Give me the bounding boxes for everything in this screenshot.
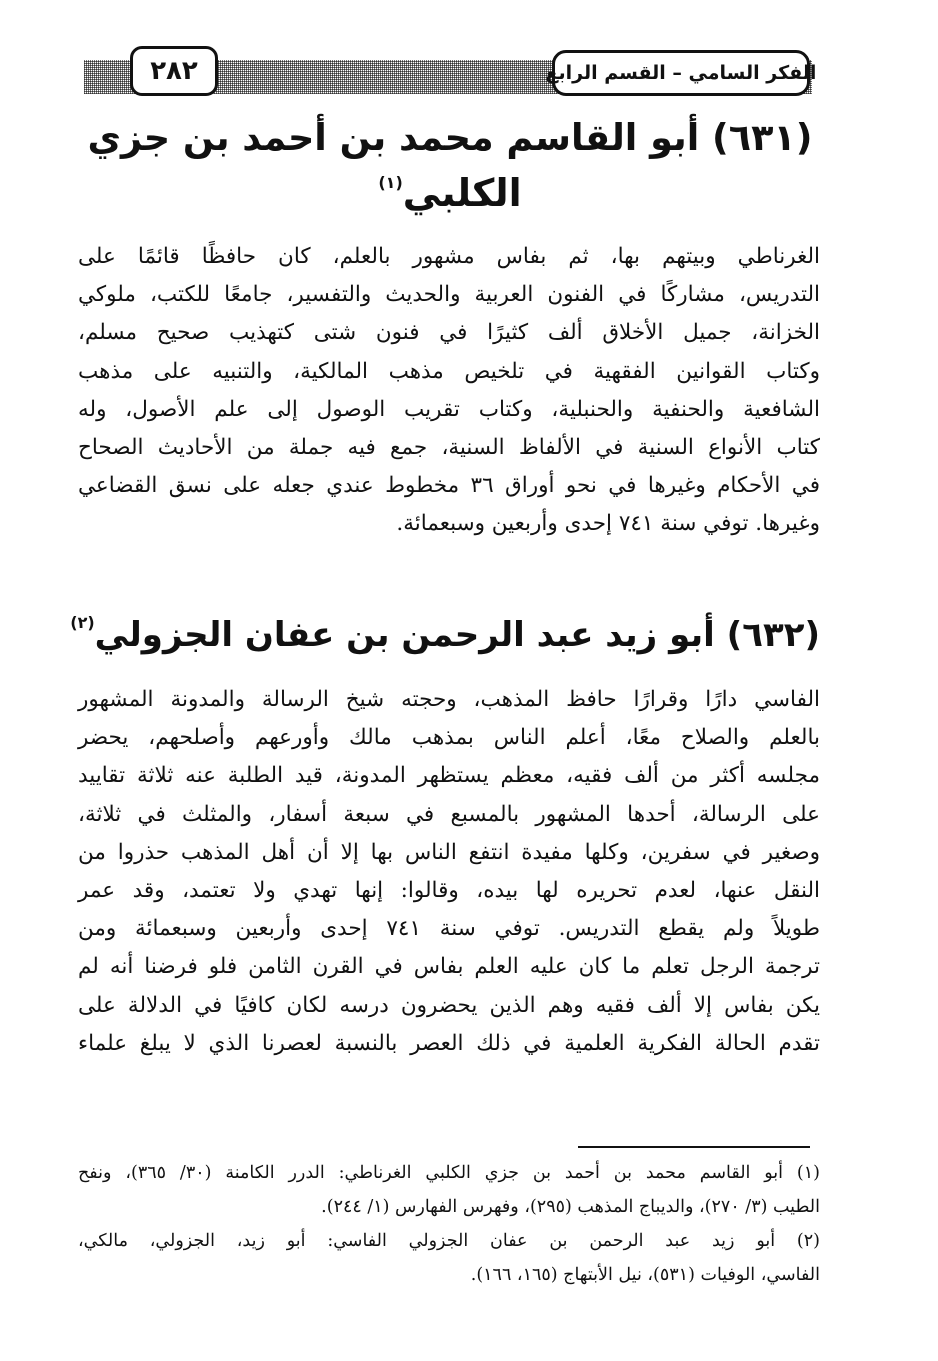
entry-631-heading-line1: (٦٣١) أبو القاسم محمد بن أحمد بن جزي xyxy=(87,116,813,159)
footnote-ref-1: (١) xyxy=(378,173,403,192)
body-line: يكن بفاس إلا ألف فقيه وهم الذين يحضرون درسه لكان كافيًا في الدلالة على xyxy=(78,992,820,1018)
body-line: النقل عنها، لعدم تحريره لها بيده، وقالوا: إنها تهدي ولا تعتمد، وقد عمر xyxy=(78,878,820,904)
body-line: مجلسه أكثر من ألف فقيه، معظم يستظهر المدونة، قيد الطلبة عنه ثلاثة تقاييد xyxy=(78,763,820,789)
body-line: الغرناطي وبيتهم بها، ثم بفاس مشهور بالعلم، كان حافظًا قائمًا على xyxy=(78,244,820,269)
body-line: وصغير في سفرين، وكلها مفيدة انتفع الناس بها إلا أن أهل المذهب حذروا من xyxy=(78,839,820,865)
body-line: وكتاب القوانين الفقهية في تلخيص مذهب المالكية، والتنبيه على مذهب xyxy=(78,358,820,384)
body-line: التدريس، مشاركًا في الفنون العربية والحديث والتفسير، جامعًا للكتب، ملوكي xyxy=(78,282,820,308)
body-line: طويلاً ولم يقطع التدريس. توفي سنة ٧٤١ إحدى وأربعين وسبعمائة ومن xyxy=(78,916,820,942)
entry-631-heading-line2: الكلبي xyxy=(402,171,522,215)
footnote-divider xyxy=(578,1146,810,1148)
entry-632-heading xyxy=(70,608,820,668)
footnotes xyxy=(78,1156,820,1292)
body-line: على الرسالة، أحدها المشهور بالمسبع في سبعة أسفار، والمثلث في ثلاثة، xyxy=(78,801,820,827)
page-number: ٢٨٢ xyxy=(130,46,218,96)
entry-631-heading-continued xyxy=(80,166,820,228)
body-line: في الأحكام وغيرها في نحو أوراق ٣٦ مخطوط عندي جعله على نسق القضاعي xyxy=(78,473,820,499)
body-line: ترجمة الرجل تعلم ما كان عليه العلم بفاس في القرن الثامن فلو فرضنا أنه لم xyxy=(78,954,820,980)
entry-632-heading-text: (٦٣٢) أبو زيد عبد الرحمن بن عفان الجزولي xyxy=(94,615,820,655)
entry-632-body xyxy=(78,681,820,1063)
body-line: كتاب الأنواع السنية في الألفاظ السنية، جمع فيه جملة من الأحاديث الصحاح xyxy=(78,435,820,461)
body-line: وغيرها. توفي سنة ٧٤١ إحدى وأربعين وسبعمائة. xyxy=(396,511,820,537)
footnote-ref-2: (٢) xyxy=(70,613,95,632)
body-line: تقدم الحالة الفكرية العلمية في ذلك العصر بالنسبة لعصرنا الذي لا يبلغ علماء xyxy=(78,1030,820,1056)
footnote-1-line: (١) أبو القاسم محمد بن أحمد بن جزي الكلبي الغرناطي: الدرر الكامنة (٣٠/ ٣٦٥)، ونفح xyxy=(78,1163,820,1183)
body-line: الشافعية والحنفية والحنبلية، وكتاب تقريب الوصول إلى علم الأصول، وله xyxy=(78,396,820,422)
body-line: الخزانة، جميل الأخلاق ألف كثيرًا في فنون شتى كتهذيب صحيح مسلم، xyxy=(78,320,820,346)
entry-631-heading xyxy=(80,110,820,165)
running-title: الفكر السامي – القسم الرابع xyxy=(552,50,810,96)
footnote-1-line: الطيب (٣/ ٢٧٠)، والديباج المذهب (٢٩٥)، وفهرس الفهارس (١/ ٢٤٤). xyxy=(321,1197,820,1217)
entry-631-body xyxy=(78,238,820,544)
footnote-2-line: الفاسي، الوفيات (٥٣١)، نيل الأبتهاج (١٦٥، ١٦٦). xyxy=(470,1265,820,1285)
body-line: بالعلم والصلاح معًا، أعلم الناس بمذهب مالك وأورعهم وأصلحهم، يحضر xyxy=(78,725,820,751)
footnote-2-line: (٢) أبو زيد عبد الرحمن بن عفان الجزولي الفاسي: أبو زيد، الجزولي، مالكي، xyxy=(78,1231,820,1251)
body-line: الفاسي دارًا وقرارًا حافظ المذهب، وحجته شيخ الرسالة والمدونة المشهور xyxy=(78,687,820,712)
